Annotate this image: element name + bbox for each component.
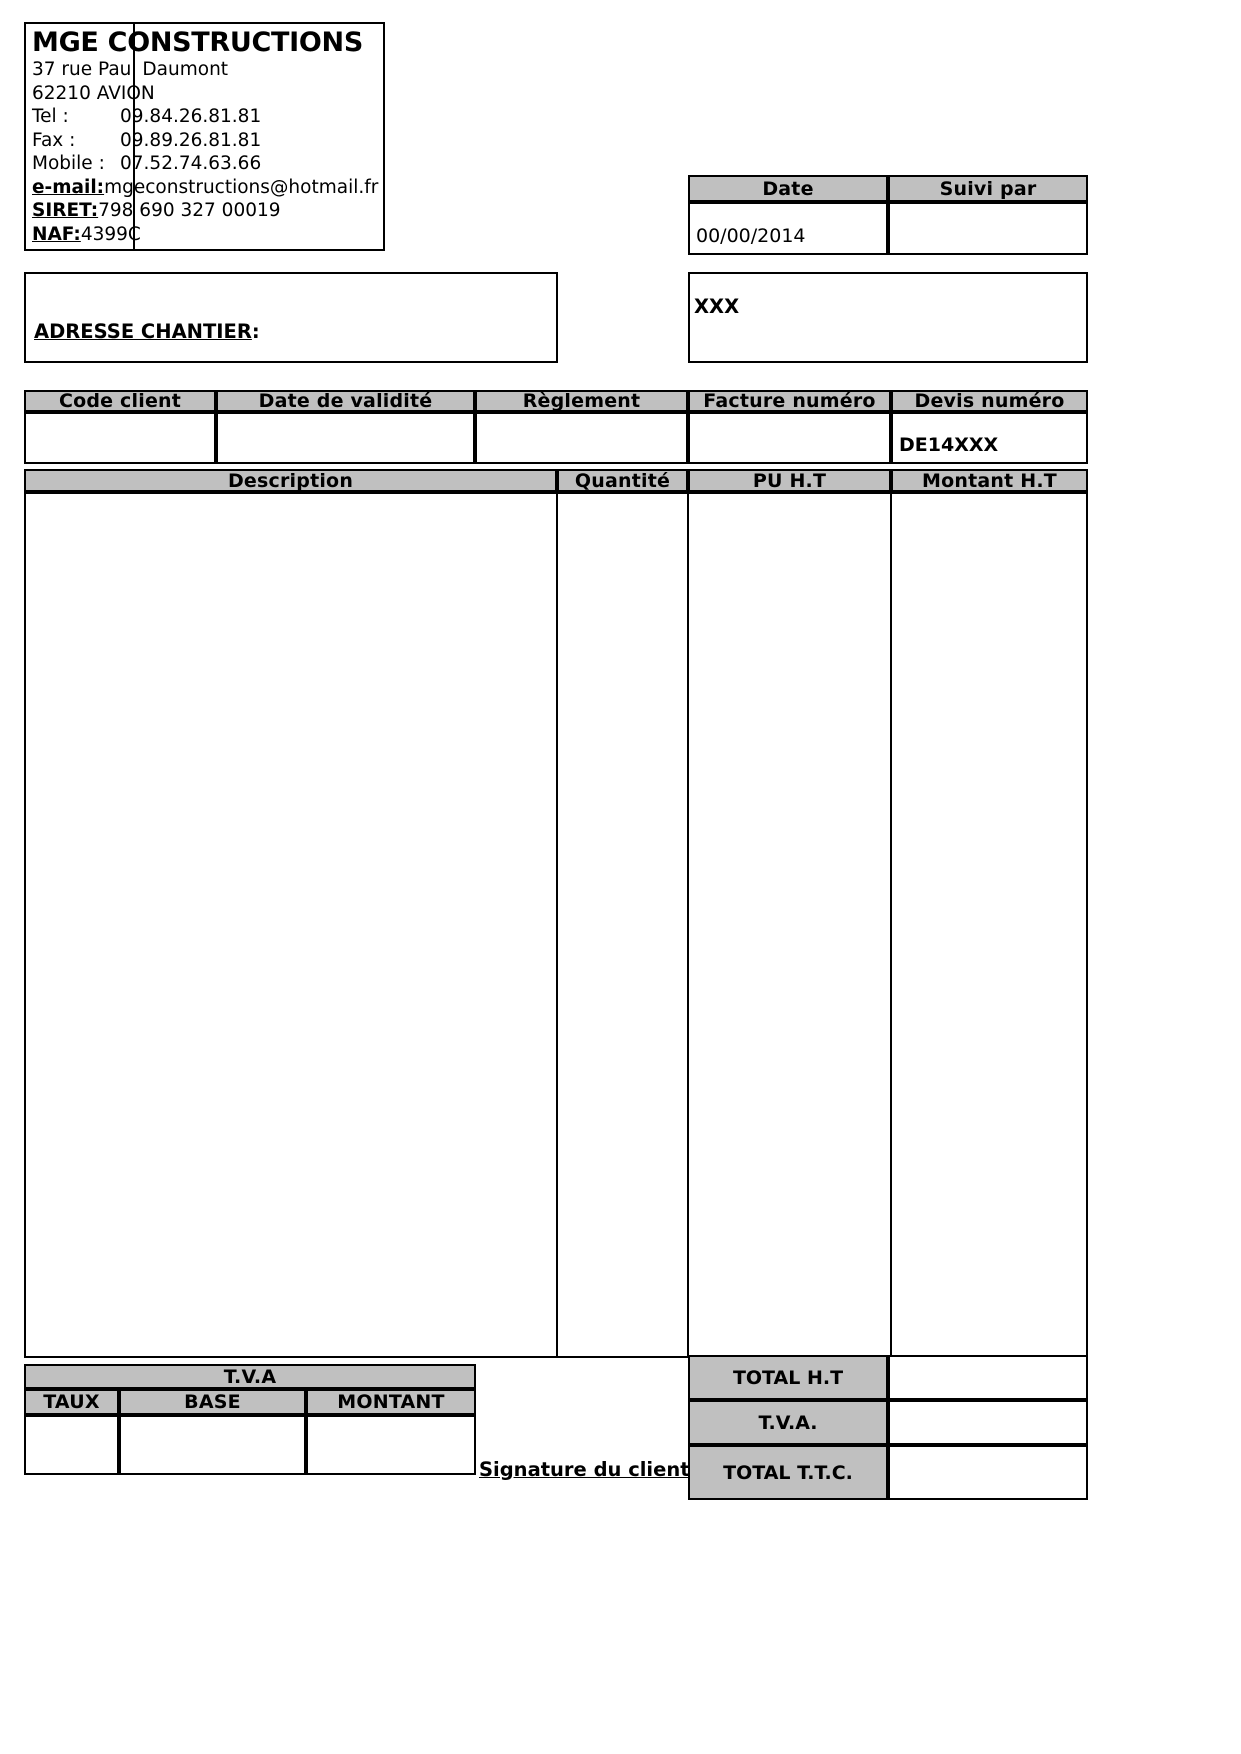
tva-header-montant: MONTANT <box>306 1389 476 1415</box>
company-fax-line <box>32 129 632 153</box>
company-fax-label: Fax : <box>32 129 76 151</box>
info-value-facture-numero[interactable] <box>688 412 891 464</box>
company-siret-line <box>32 199 632 223</box>
info-header-date-validite: Date de validité <box>216 390 475 412</box>
company-mobile-label: Mobile : <box>32 153 105 174</box>
company-siret-value: 798 690 327 00019 <box>98 200 281 221</box>
tva-header-base: BASE <box>119 1389 306 1415</box>
company-email-label: e-mail: <box>32 176 105 198</box>
total-ht-label: TOTAL H.T <box>688 1355 888 1400</box>
company-naf-value: 4399C <box>80 223 141 245</box>
company-siret-label: SIRET: <box>32 200 99 221</box>
tva-header-taux: TAUX <box>24 1389 119 1415</box>
total-ttc-label: TOTAL T.T.C. <box>688 1445 888 1500</box>
company-mobile-line <box>32 152 632 176</box>
lineitems-divider-quantite-pu <box>687 492 689 1358</box>
info-value-devis-numero[interactable]: DE14XXX <box>891 412 1088 464</box>
info-header-code-client: Code client <box>24 390 216 412</box>
site-address-label <box>34 320 260 343</box>
company-email-line <box>32 176 632 200</box>
company-mobile-value: 07.52.74.63.66 <box>120 153 262 174</box>
lineitems-divider-pu-montant <box>890 492 892 1358</box>
company-tel-label: Tel : <box>32 106 69 127</box>
date-column-header: Date <box>688 175 888 202</box>
tva-value-montant[interactable] <box>306 1415 476 1475</box>
company-naf-label: NAF: <box>32 223 81 245</box>
date-value-cell[interactable]: 00/00/2014 <box>688 202 888 255</box>
company-info-text <box>32 28 632 246</box>
suivi-par-column-header: Suivi par <box>888 175 1088 202</box>
lineitems-divider-description-quantite <box>556 492 558 1358</box>
company-tel-value: 09.84.26.81.81 <box>120 106 262 127</box>
company-tel-line <box>32 105 632 129</box>
total-tva-label: T.V.A. <box>688 1400 888 1445</box>
suivi-par-value-cell[interactable] <box>888 202 1088 255</box>
info-value-date-validite[interactable] <box>216 412 475 464</box>
site-address-box[interactable] <box>24 272 558 363</box>
client-signature-label: Signature du client <box>479 1458 690 1481</box>
lineitems-header-quantite: Quantité <box>557 469 688 492</box>
site-address-label-colon: : <box>251 320 260 343</box>
total-tva-value[interactable] <box>888 1400 1088 1445</box>
lineitems-header-pu-ht: PU H.T <box>688 469 891 492</box>
client-name-value: XXX <box>694 295 740 318</box>
company-email-value: mgeconstructions@hotmail.fr <box>104 176 379 198</box>
info-header-reglement: Règlement <box>475 390 688 412</box>
company-naf-line <box>32 223 632 247</box>
company-name: MGE CONSTRUCTIONS <box>32 27 363 58</box>
site-address-label-text: ADRESSE CHANTIER <box>34 320 252 343</box>
info-header-facture-numero: Facture numéro <box>688 390 891 412</box>
info-header-devis-numero: Devis numéro <box>891 390 1088 412</box>
company-address-line1: 37 rue Paul Daumont <box>32 59 229 80</box>
total-ttc-value[interactable] <box>888 1445 1088 1500</box>
info-value-reglement[interactable] <box>475 412 688 464</box>
tva-value-taux[interactable] <box>24 1415 119 1475</box>
company-fax-value: 09.89.26.81.81 <box>120 129 262 151</box>
info-value-code-client[interactable] <box>24 412 216 464</box>
company-address-line2: 62210 AVION <box>32 82 155 104</box>
lineitems-header-description: Description <box>24 469 557 492</box>
lineitems-header-montant-ht: Montant H.T <box>891 469 1088 492</box>
client-address-box[interactable] <box>688 272 1088 363</box>
total-ht-value[interactable] <box>888 1355 1088 1400</box>
tva-table-title: T.V.A <box>24 1364 476 1389</box>
tva-value-base[interactable] <box>119 1415 306 1475</box>
